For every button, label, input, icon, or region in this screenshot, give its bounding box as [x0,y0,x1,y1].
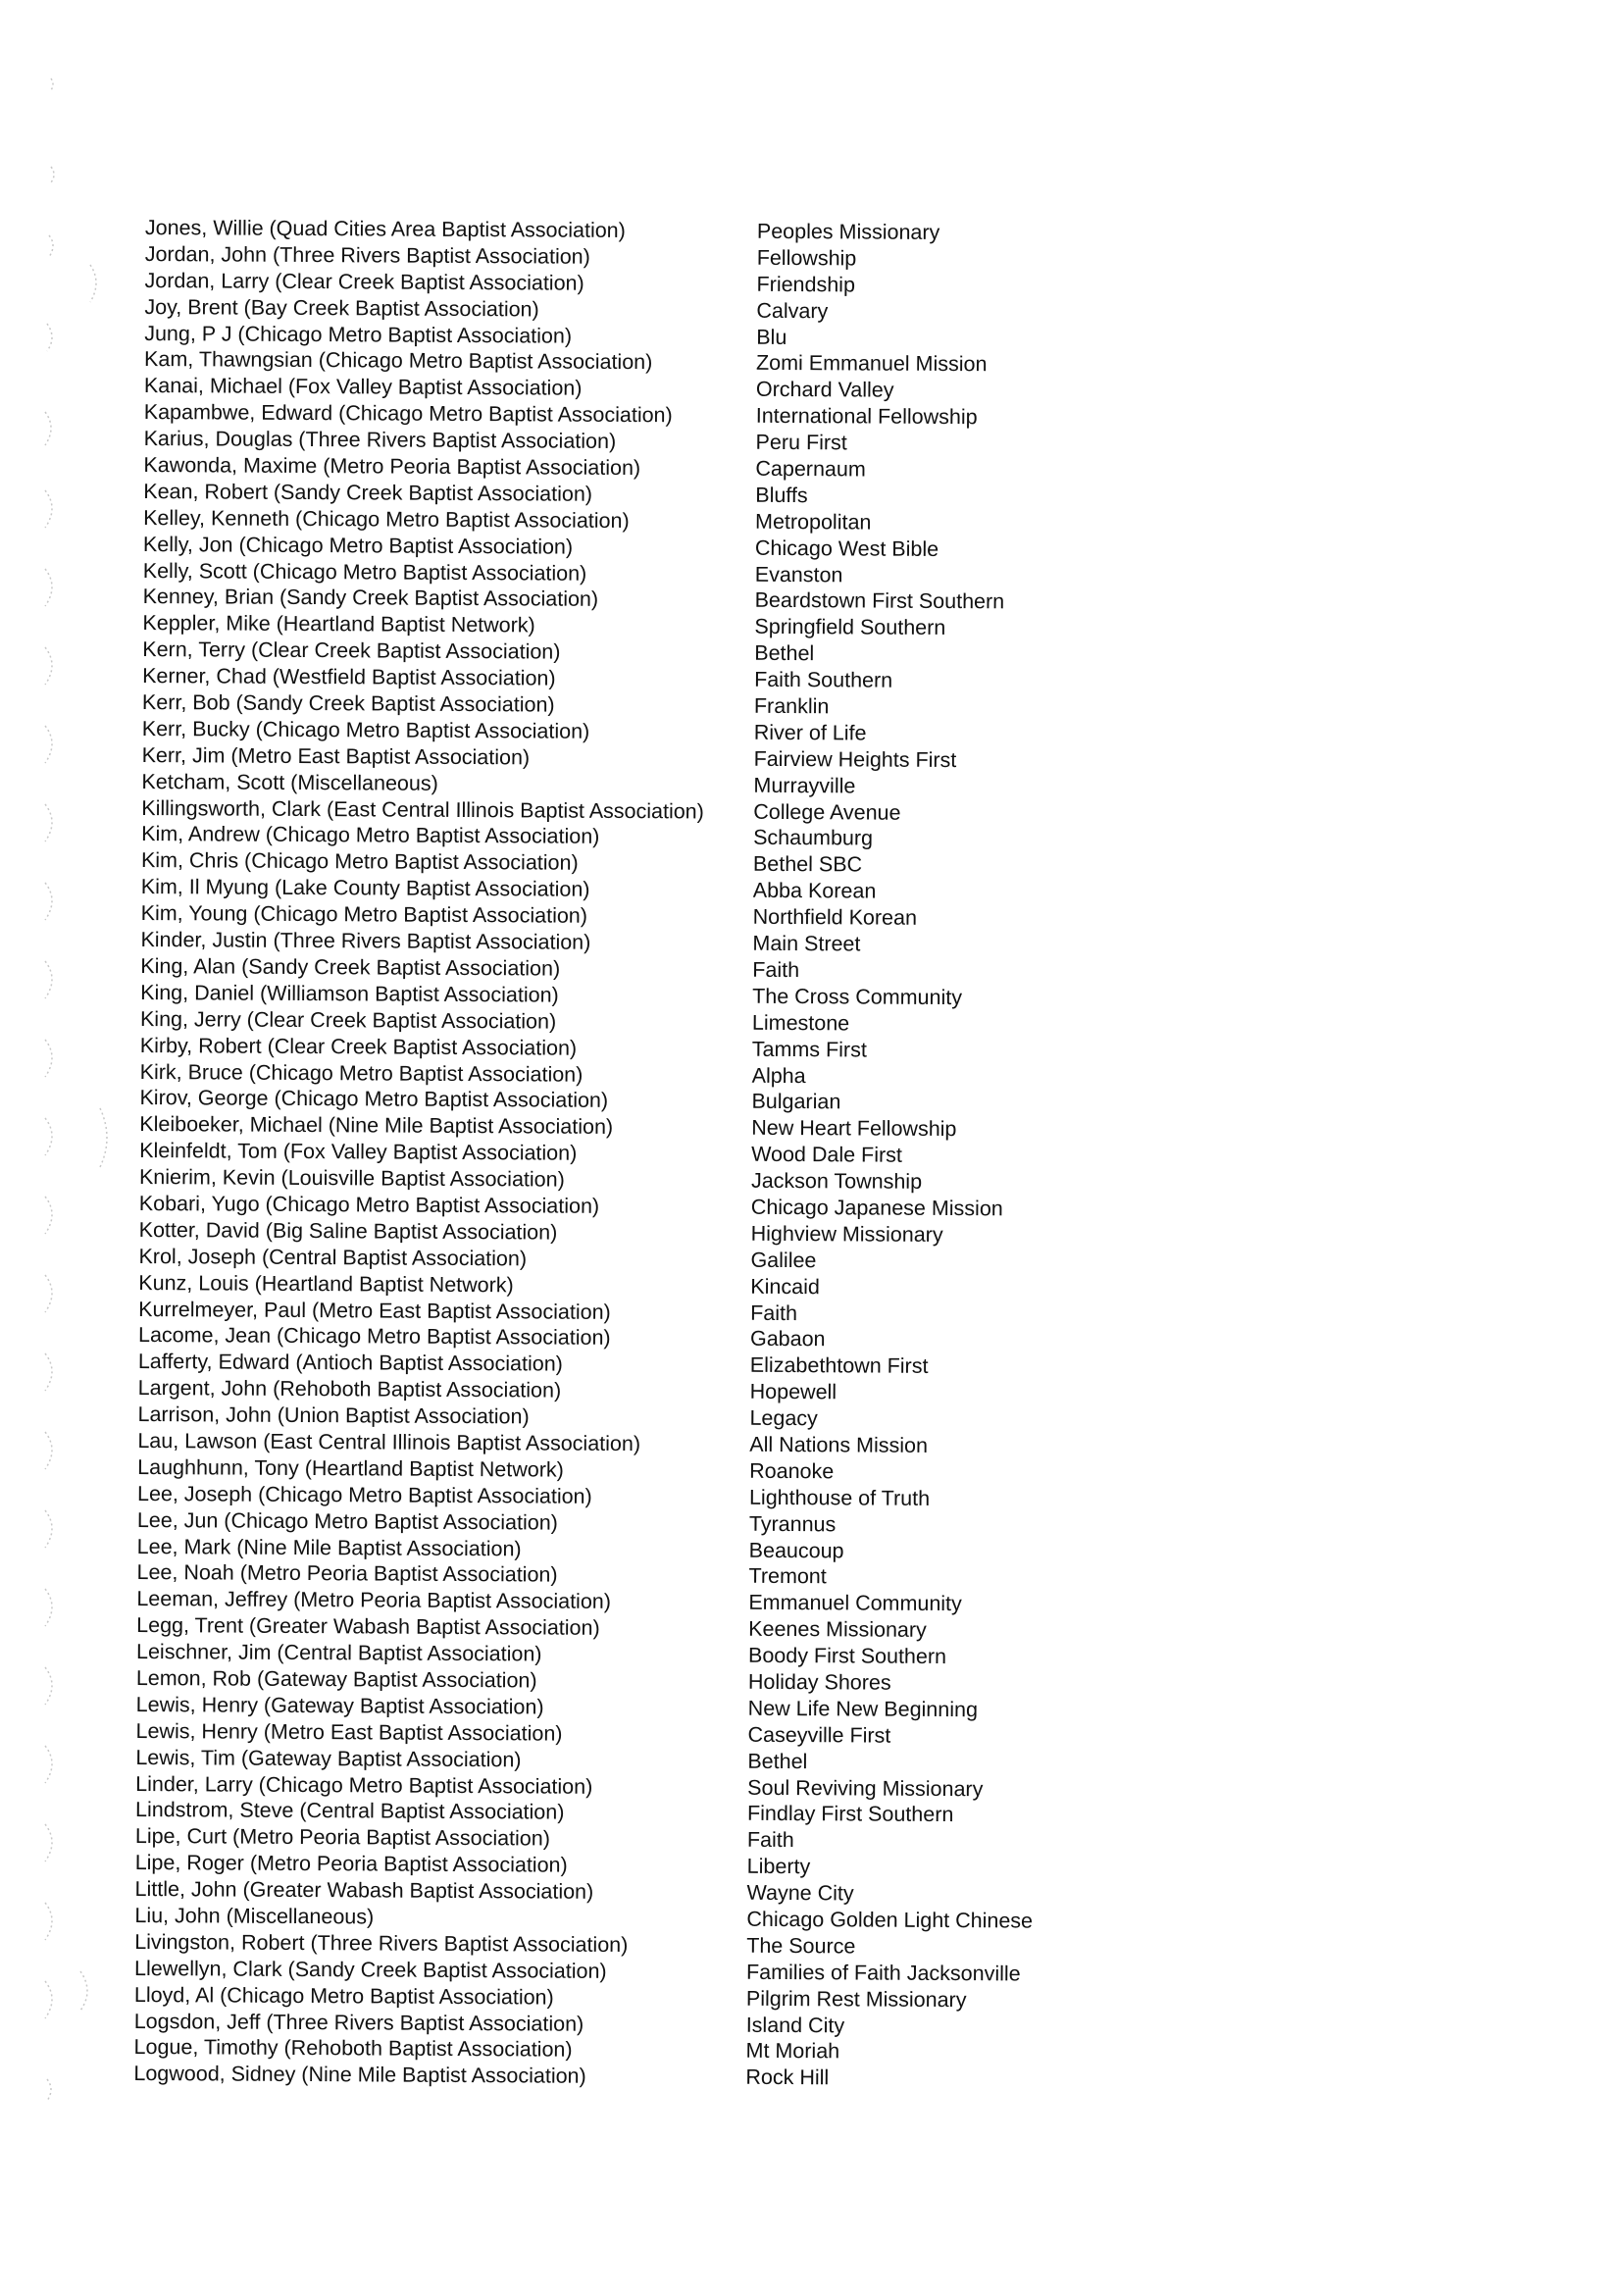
church-name: Faith [746,1828,794,1853]
pastor-name-association: Jung, P J (Chicago Metro Baptist Association) [144,321,573,348]
church-name: Bethel SBC [752,852,863,877]
pastor-name-association: Kelly, Scott (Chicago Metro Baptist Association) [142,558,587,586]
church-name: Roanoke [749,1458,835,1484]
pastor-name-association: Kerr, Bucky (Chicago Metro Baptist Association) [141,716,590,743]
pastor-name-association: Lee, Jun (Chicago Metro Baptist Association) [136,1507,558,1535]
pastor-name-association: Ketcham, Scott (Miscellaneous) [141,769,438,795]
church-name: Legacy [749,1405,818,1431]
church-name: Franklin [753,693,830,719]
church-name: Wayne City [746,1880,854,1906]
pastor-name-association: Joy, Brent (Bay Creek Baptist Association) [144,294,539,322]
church-name: Blu [756,325,787,349]
pastor-name-association: Kawonda, Maxime (Metro Peoria Baptist Association) [143,453,641,481]
pastor-name-association: Lindstrom, Steve (Central Baptist Association) [134,1798,565,1825]
pastor-name-association: Kurrelmeyer, Paul (Metro East Baptist Association) [138,1297,611,1324]
church-name: Chicago Japanese Mission [750,1195,1003,1221]
church-name: Chicago West Bible [754,535,939,561]
pastor-name-association: Kelley, Kenneth (Chicago Metro Baptist Association) [143,505,630,533]
church-name: Schaumburg [753,826,874,851]
pastor-name-association: Kam, Thawngsian (Chicago Metro Baptist Association) [144,347,653,375]
church-name: Bethel [754,641,815,666]
pastor-name-association: Kleinfeldt, Tom (Fox Valley Baptist Association) [139,1139,578,1165]
church-name: Keenes Missionary [748,1616,927,1643]
pastor-name-association: Leischner, Jim (Central Baptist Association) [135,1640,542,1666]
church-name: Faith Southern [754,667,893,692]
pastor-name-association: Kirk, Bruce (Chicago Metro Baptist Association) [139,1059,584,1087]
church-name: Liberty [746,1854,811,1879]
church-name: College Avenue [753,799,901,825]
pastor-name-association: Lee, Noah (Metro Peoria Baptist Association) [136,1560,558,1588]
pastor-name-association: Jones, Willie (Quad Cities Area Baptist Association) [144,215,626,242]
pastor-name-association: Logsdon, Jeff (Three Rivers Baptist Association) [133,2009,584,2036]
church-name: International Fellowship [755,404,978,430]
church-name: Beardstown First Southern [754,588,1005,614]
church-name: Holiday Shores [747,1669,891,1695]
church-name: Rock Hill [745,2065,830,2090]
pastor-name-association: Laughhunn, Tony (Heartland Baptist Network) [137,1454,564,1482]
church-name: Main Street [752,931,861,956]
church-name: Soul Reviving Missionary [747,1775,984,1801]
pastor-name-association: Jordan, Larry (Clear Creek Baptist Association) [144,268,584,295]
pastor-name-association: Kotter, David (Big Saline Baptist Association) [138,1217,558,1245]
church-name: Peoples Missionary [756,219,940,244]
church-name: Caseyville First [747,1722,891,1748]
church-name: Orchard Valley [755,378,894,403]
pastor-name-association: Lewis, Tim (Gateway Baptist Association) [135,1745,522,1772]
church-name: Tyrannus [748,1511,837,1536]
pastor-name-association: Lemon, Rob (Gateway Baptist Association) [135,1665,537,1693]
pastor-name-association: King, Alan (Sandy Creek Baptist Association) [140,953,561,981]
church-name: Boody First Southern [747,1643,947,1669]
church-name: Kincaid [750,1274,820,1299]
pastor-name-association: Jordan, John (Three Rivers Baptist Association) [144,241,590,269]
pastor-name-association: Kerner, Chad (Westfield Baptist Association) [142,664,556,690]
pastor-name-association: Lewis, Henry (Metro East Baptist Association) [135,1718,563,1746]
church-name: Faith [750,1300,798,1325]
church-name: Highview Missionary [750,1221,943,1247]
pastor-name-association: Kinder, Justin (Three Rivers Baptist Association) [140,928,591,954]
pastor-name-association: Karius, Douglas (Three Rivers Baptist Association) [143,427,617,454]
church-name: New Life New Beginning [747,1696,979,1722]
pastor-name-association: Linder, Larry (Chicago Metro Baptist Association) [135,1771,593,1799]
pastor-name-association: Kim, Young (Chicago Metro Baptist Association) [140,901,588,928]
pastor-name-association: Kirov, George (Chicago Metro Baptist Association) [139,1086,609,1113]
church-name: Tamms First [751,1037,867,1062]
church-name: Tremont [748,1564,827,1589]
pastor-name-association: Kerr, Bob (Sandy Creek Baptist Association) [141,690,555,717]
church-name: Gabaon [749,1327,826,1351]
pastor-name-association: Lipe, Curt (Metro Peoria Baptist Association) [134,1824,550,1851]
church-name: New Heart Fellowship [751,1116,957,1142]
church-name: Findlay First Southern [746,1802,954,1827]
church-name: Chicago Golden Light Chinese [746,1907,1034,1933]
pastor-name-association: Lipe, Roger (Metro Peoria Baptist Association) [134,1851,568,1877]
pastor-name-association: Lloyd, Al (Chicago Metro Baptist Association) [133,1982,554,2010]
church-name: Island City [745,2013,845,2037]
church-name: Faith [752,957,800,983]
church-name: Springfield Southern [754,615,946,640]
pastor-name-association: Kenney, Brian (Sandy Creek Baptist Association) [142,585,599,612]
church-name: All Nations Mission [749,1432,929,1457]
list-item [133,2061,1114,2093]
pastor-name-association: Legg, Trent (Greater Wabash Baptist Association) [136,1613,600,1641]
pastor-name-association: Kapambwe, Edward (Chicago Metro Baptist Association) [143,400,673,428]
pastor-name-association: Lee, Mark (Nine Mile Baptist Association) [136,1534,522,1560]
pastor-name-association: Larrison, John (Union Baptist Association) [137,1402,530,1429]
pastor-name-association: Keppler, Mike (Heartland Baptist Network) [142,611,535,637]
church-name: Abba Korean [752,879,877,903]
church-name: Families of Faith Jacksonville [745,1960,1021,1986]
church-name: Fellowship [756,245,857,271]
pastor-name-association: Krol, Joseph (Central Baptist Association) [138,1244,528,1271]
church-name: Hopewell [749,1379,837,1404]
pastor-name-association: Kim, Il Myung (Lake County Baptist Association) [140,875,590,902]
pastor-name-association: King, Daniel (Williamson Baptist Association) [140,980,559,1007]
church-name: Elizabethtown First [749,1353,929,1379]
church-name: The Source [746,1933,856,1959]
pastor-name-association: Llewellyn, Clark (Sandy Creek Baptist Association) [134,1956,607,1983]
pastor-name-association: Kerr, Jim (Metro East Baptist Association) [141,742,531,770]
pastor-name-association: Kelly, Jon (Chicago Metro Baptist Association) [142,532,574,559]
binding-hole-marks [22,59,129,2118]
pastor-name-association: Killingsworth, Clark (East Central Illinois Baptist Association) [141,795,704,824]
pastor-name-association: Kanai, Michael (Fox Valley Baptist Association) [143,374,583,401]
pastor-name-association: Logue, Timothy (Rehoboth Baptist Association) [133,2035,573,2063]
pastor-name-association: Kleiboeker, Michael (Nine Mile Baptist Association) [139,1112,614,1140]
pastor-name-association: Kean, Robert (Sandy Creek Baptist Association) [143,479,593,506]
pastor-name-association: Little, John (Greater Wabash Baptist Association) [134,1877,594,1904]
church-name: Metropolitan [755,509,872,535]
church-name: Northfield Korean [752,904,918,930]
church-name: Wood Dale First [751,1142,902,1167]
church-name: Bethel [747,1749,808,1773]
church-name: River of Life [753,720,867,745]
church-name: Evanston [754,562,843,586]
pastor-name-association: Liu, John (Miscellaneous) [134,1903,375,1929]
pastor-name-association: Lacome, Jean (Chicago Metro Baptist Association) [137,1323,611,1351]
church-name: Mt Moriah [745,2039,840,2064]
church-name: Galilee [750,1248,817,1272]
pastor-name-association: Kim, Andrew (Chicago Metro Baptist Association) [141,822,600,849]
pastor-name-association: Kern, Terry (Clear Creek Baptist Association) [142,637,561,664]
church-name: Calvary [756,298,829,323]
pastor-church-list [133,215,1126,2093]
pastor-name-association: Kobari, Yugo (Chicago Metro Baptist Association) [138,1191,600,1218]
pastor-name-association: Lau, Lawson (East Central Illinois Baptist Association) [137,1428,641,1456]
church-name: Capernaum [755,456,866,482]
church-name: Zomi Emmanuel Mission [756,351,988,377]
pastor-name-association: Largent, John (Rehoboth Baptist Association) [137,1376,562,1402]
pastor-name-association: Knierim, Kevin (Louisville Baptist Association) [138,1165,565,1192]
church-name: Alpha [751,1063,806,1088]
church-name: Pilgrim Rest Missionary [745,1986,967,2012]
church-name: Emmanuel Community [748,1591,962,1616]
church-name: Peru First [755,430,847,455]
church-name: Jackson Township [750,1168,923,1194]
pastor-name-association: Lafferty, Edward (Antioch Baptist Association) [137,1350,563,1376]
church-name: Bulgarian [751,1090,841,1114]
pastor-name-association: King, Jerry (Clear Creek Baptist Association) [139,1006,557,1034]
church-name: Bluffs [755,483,808,508]
pastor-name-association: Logwood, Sidney (Nine Mile Baptist Association) [133,2062,586,2089]
church-name: Beaucoup [748,1538,844,1562]
church-name: Limestone [751,1010,850,1036]
church-name: Murrayville [753,773,856,798]
pastor-name-association: Kim, Chris (Chicago Metro Baptist Association) [140,848,579,876]
pastor-name-association: Lewis, Henry (Gateway Baptist Association) [135,1692,544,1719]
pastor-name-association: Leeman, Jeffrey (Metro Peoria Baptist Association) [136,1587,612,1614]
pastor-name-association: Lee, Joseph (Chicago Metro Baptist Association) [136,1481,592,1508]
pastor-name-association: Livingston, Robert (Three Rivers Baptist Association) [134,1929,629,1957]
pastor-name-association: Kirby, Robert (Clear Creek Baptist Association) [139,1033,578,1060]
church-name: Fairview Heights First [753,746,957,772]
church-name: Lighthouse of Truth [748,1485,931,1510]
church-name: Friendship [756,272,856,297]
church-name: The Cross Community [752,984,963,1009]
pastor-name-association: Kunz, Louis (Heartland Baptist Network) [138,1270,514,1297]
